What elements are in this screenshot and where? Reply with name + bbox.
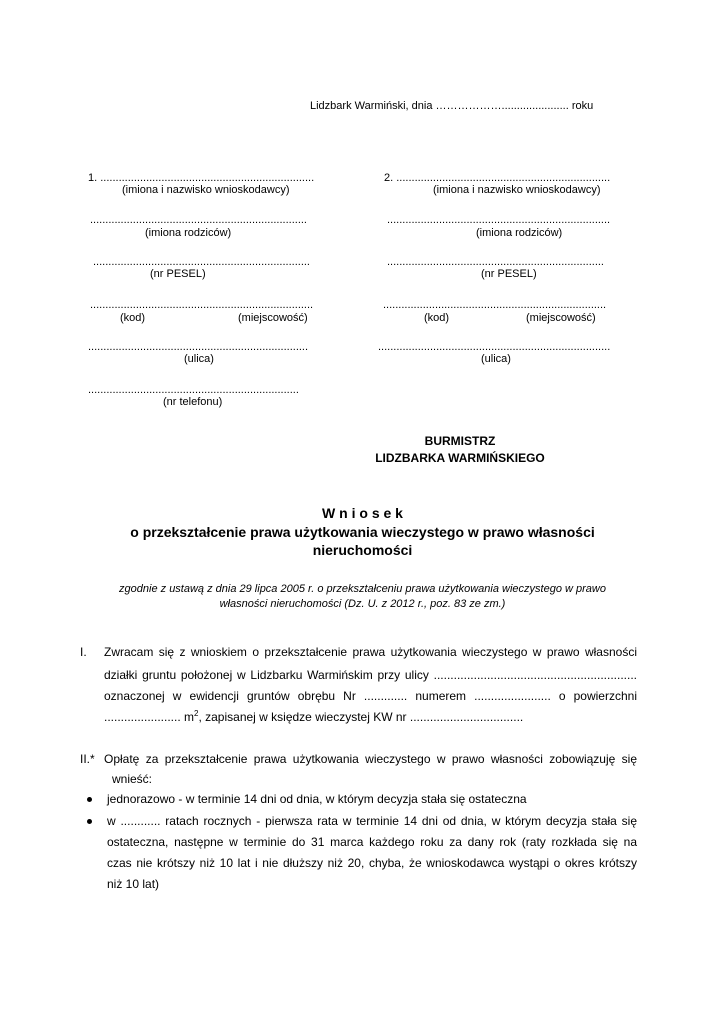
- legal-basis-line1: zgodnie z ustawą z dnia 29 lipca 2005 r. o przekształceniu prawa użytkowania wieczystego w prawo: [119, 583, 606, 595]
- section1-area-kw-field[interactable]: [104, 709, 523, 724]
- document-heading: W n i o s e k: [322, 505, 403, 521]
- applicant1-parents-field[interactable]: .......................................................................: [90, 214, 307, 226]
- applicant2-parents-label: (imiona rodziców): [476, 227, 563, 239]
- document-subject-line1: o przekształcenie prawa użytkowania wieczystego w prawo własności: [130, 524, 595, 540]
- installments-line2: ostateczna, następne w terminie do 31 marca każdego roku za dany rok (raty rozkłada się na: [107, 835, 637, 849]
- option2-bullet-icon: [87, 819, 92, 824]
- payment-option-installments[interactable]: w ............ ratach rocznych - pierwsza rata w terminie 14 dni od dnia, w którym decyzja stała się: [107, 814, 637, 828]
- legal-basis-line2: własności nieruchomości (Dz. U. z 2012 r., poz. 83 ze zm.): [219, 598, 506, 610]
- installments-line3: czas nie krótszy niż 10 lat i nie dłuższy niż 20, chyba, że wnioskodawca wystąpi o okres krótszy: [107, 856, 637, 870]
- section2-line1: Opłatę za przekształcenie prawa użytkowania wieczystego w prawo własności zobowiązuję się: [104, 752, 637, 766]
- applicant1-phone-field[interactable]: .....................................................................: [88, 384, 299, 396]
- applicant2-parents-field[interactable]: .........................................................................: [387, 214, 611, 226]
- section1-street-field[interactable]: działki gruntu położonej w Lidzbarku Warmińskim przy ulicy .............................................................: [104, 668, 637, 682]
- applicant2-street-label: (ulica): [481, 353, 511, 365]
- option1-bullet-icon: [87, 797, 92, 802]
- section2-number: II.*: [80, 752, 95, 766]
- applicant2-name-label: (imiona i nazwisko wnioskodawcy): [433, 184, 601, 196]
- applicant2-postal-field[interactable]: .........................................................................: [383, 299, 607, 311]
- applicant1-phone-label: (nr telefonu): [163, 396, 223, 408]
- applicant1-city-label: (miejscowość): [238, 312, 308, 324]
- applicant1-code-label: (kod): [120, 312, 146, 324]
- addressee-title: BURMISTRZ: [424, 434, 496, 448]
- applicant2-pesel-field[interactable]: .......................................................................: [387, 256, 604, 268]
- addressee-office: LIDZBARKA WARMIŃSKIEGO: [375, 451, 545, 465]
- applicant1-pesel-label: (nr PESEL): [150, 268, 206, 280]
- applicant2-city-label: (miejscowość): [526, 312, 596, 324]
- applicant1-street-label: (ulica): [184, 353, 214, 365]
- section1-area-text: ....................... m: [104, 710, 195, 724]
- applicant1-street-field[interactable]: ........................................................................: [88, 341, 309, 353]
- applicant2-pesel-label: (nr PESEL): [481, 268, 537, 280]
- applicant1-name-field[interactable]: 1. ......................................................................: [88, 172, 315, 184]
- applicant1-name-label: (imiona i nazwisko wnioskodawcy): [122, 184, 290, 196]
- applicant1-postal-field[interactable]: .........................................................................: [90, 299, 314, 311]
- section1-area-unit-exponent: 2: [194, 709, 199, 718]
- applicant2-code-label: (kod): [424, 312, 450, 324]
- place-date-line[interactable]: Lidzbark Warmiński, dnia ………………...................... roku: [310, 100, 594, 112]
- applicant2-name-field[interactable]: 2. ......................................................................: [384, 172, 611, 184]
- applicant2-street-field[interactable]: ............................................................................: [378, 341, 611, 353]
- section1-parcel-field[interactable]: oznaczonej w ewidencji gruntów obrębu Nr ............. numerem ....................... o powierzchni: [104, 689, 637, 703]
- section2-line2: wnieść:: [112, 772, 153, 786]
- applicant1-pesel-field[interactable]: .......................................................................: [93, 256, 310, 268]
- document-subject-line2: nieruchomości: [312, 542, 413, 558]
- section1-kw-text: , zapisanej w księdze wieczystej KW nr ..................................: [198, 710, 524, 724]
- section1-line1: Zwracam się z wnioskiem o przekształcenie prawa użytkowania wieczystego w prawo własności: [104, 645, 637, 659]
- installments-line4: niż 10 lat): [107, 877, 160, 891]
- payment-option-one-time[interactable]: jednorazowo - w terminie 14 dni od dnia, w którym decyzja stała się ostateczna: [107, 792, 527, 806]
- applicant1-parents-label: (imiona rodziców): [145, 227, 232, 239]
- section1-number: I.: [80, 645, 87, 659]
